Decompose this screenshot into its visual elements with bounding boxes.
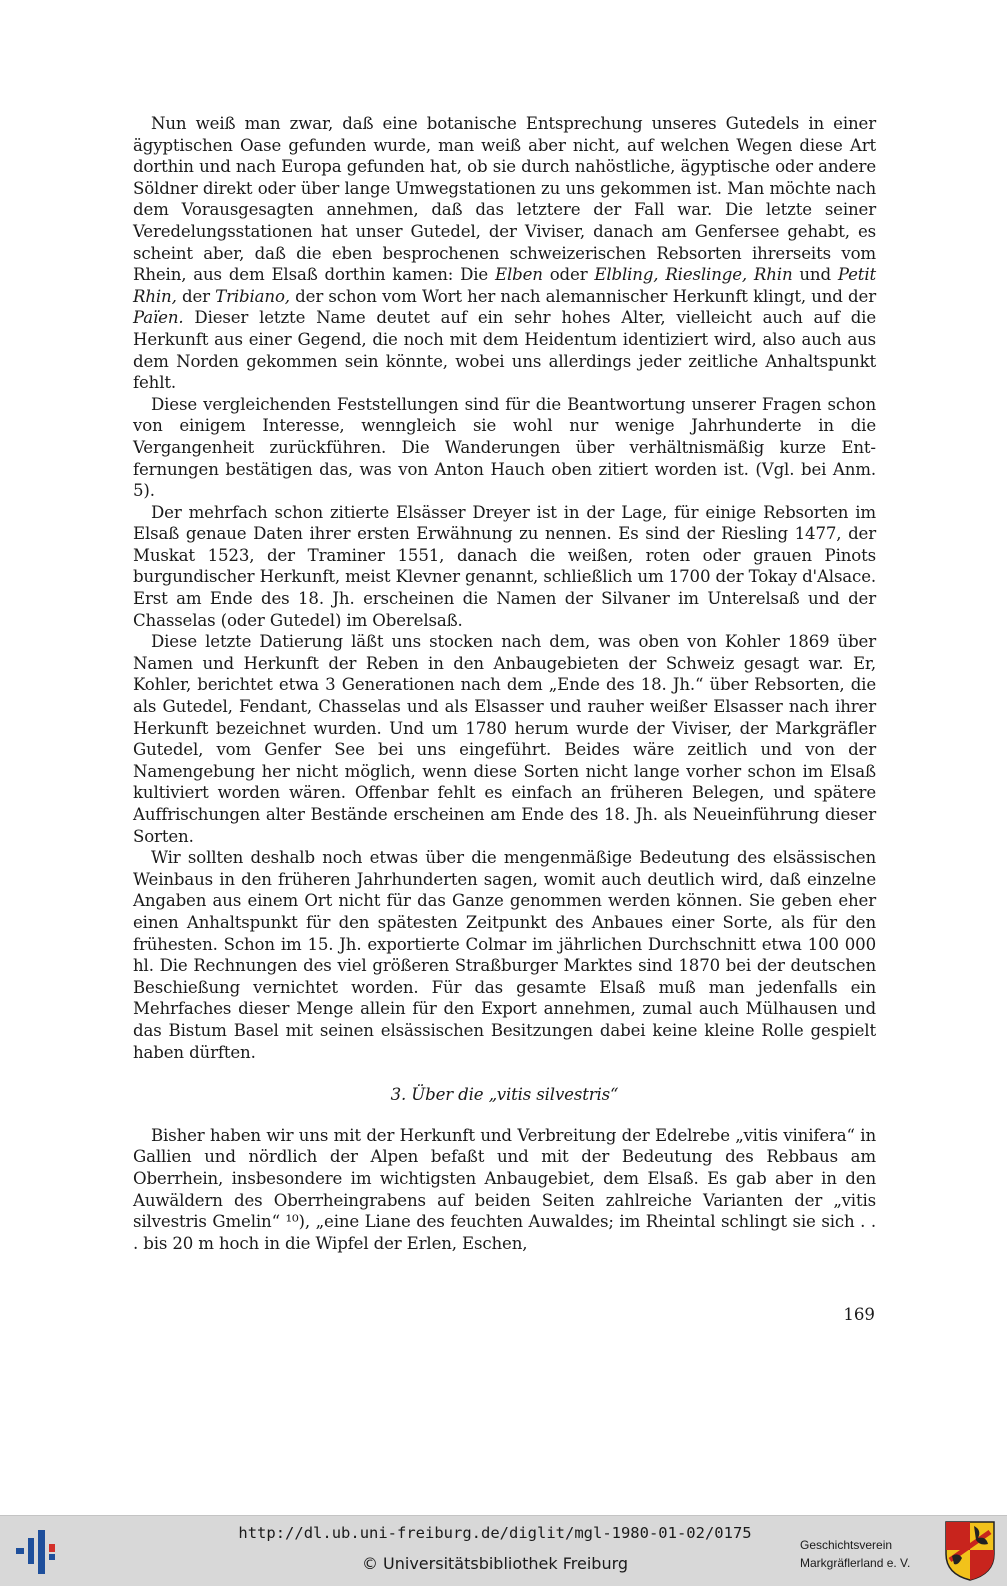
paragraph-4: Diese letzte Datierung läßt uns stocken nach dem, was oben von Kohler 1869 über Namen und Herkunft der Reben in den Anbaugebieten der Schweiz gesagt war. Er, Kohler, berichtet etwa 3 Generationen nach dem „Ende des 18. Jh.“ über Rebsorten, die als Gutedel, Fendant, Chasselas und als Elsasser und rauher weißer Elsasser nach ihrer Herkunft bezeichnet wurden. Und um 1780 herum wurde der Viviser, der Markgräfler Gutedel, vom Genfer See bei uns eingeführt. Beides wäre zeitlich und von der Namengebung her nicht möglich, wenn diese Sorten nicht lange vorher schon im Elsaß kultiviert worden wären. Offenbar fehlt es einfach an früheren Belegen, und spätere Auffrischungen alter Bestände erscheinen am Ende des 18. Jh. als Neueinführung dieser Sorten.: [133, 632, 876, 846]
organization-name: [800, 1536, 935, 1572]
organization-line-1: Geschichtsverein: [800, 1538, 893, 1552]
paragraph-6: Bisher haben wir uns mit der Herkunft und Verbreitung der Edelrebe „vitis vinifera“ in Gallien und nördlich der Alpen befaßt und mit der Bedeutung des Rebbaus am Oberrhein, insbesondere im wichtigsten Anbaugebiet, dem Elsaß. Es gab aber in den Auwäldern des Oberrheingrabens auf beiden Seiten zahlreiche Varianten der „vitis silvestris Gmelin“ ¹⁰), „eine Liane des feuchten Auwaldes; im Rheintal schlingt sie sich . . . bis 20 m hoch in die Wipfel der Erlen, Eschen,: [133, 1125, 876, 1253]
paragraph-1: Nun weiß man zwar, daß eine botanische Entsprechung unseres Gutedels in einer ägyptischen Oase gefunden wurde, man weiß aber nicht, auf welchen Wegen diese Art dorthin und nach Europa gefunden hat, ob sie durch nahöstliche, ägyptische oder andere Söldner direkt oder über lange Umwegstationen zu uns gekommen ist. Man möchte nach dem Vorausgesagten annehmen, daß das letztere der Fall war. Die letzte seiner Veredelungsstationen hat unser Gutedel, der Viviser, danach am Genfersee gehabt, es scheint aber, daß die eben besprochenen schweizerischen Rebsorten ihrerseits vom Rhein, aus dem Elsaß dorthin kamen: Die Elben oder Elbling, Rieslinge, Rhin und Petit Rhin, der Tribiano, der schon vom Wort her nach alemannischer Herkunft klingt, und der Païen. Dieser letzte Name deutet auf ein sehr hohes Alter, vielleicht auch auf die Herkunft aus einer Gegend, die noch mit dem Heidentum identiziert wird, also auch aus dem Norden gekommen sein könnte, wobei uns allerdings jeder zeitliche Anhaltspunkt fehlt.: [133, 114, 876, 393]
section-heading: 3. Über die „vitis silvestris“: [390, 1085, 619, 1105]
library-logo-icon: [10, 1524, 65, 1579]
copyright-text: © Universitätsbibliothek Freiburg: [361, 1554, 629, 1573]
paragraph-5: Wir sollten deshalb noch etwas über die mengenmäßige Bedeutung des elsässischen Weinbaus in den früheren Jahrhunderten sagen, womit auch deutlich wird, daß einzelne Angaben aus einem Ort nicht für das Ganze genommen werden können. Sie geben eher einen Anhaltspunkt für den spätesten Zeitpunkt des Anbaues einer Sorte, als für den frühesten. Schon im 15. Jh. exportierte Colmar im jährlichen Durchschnitt etwa 100 000 hl. Die Rechnungen des viel größeren Straßburger Marktes sind 1870 bei der deutschen Beschießung vernichtet worden. Für das gesamte Elsaß muß man jedenfalls ein Mehrfaches dieser Menge allein für den Export annehmen, zumal auch Mülhausen und das Bistum Basel mit seinen elsässischen Besitzungen dabei keine kleine Rolle gespielt haben dürften.: [133, 848, 876, 1062]
coat-of-arms-icon: [944, 1520, 996, 1582]
page-number: 169: [843, 1305, 875, 1324]
footer-bar: [0, 1515, 1007, 1586]
paragraph-2: Diese vergleichenden Feststellungen sind für die Beantwortung unserer Fragen schon von einigem Interesse, wenngleich sie wohl nur wenige Jahrhunderte in die Vergangenheit zurückführen. Die Wanderungen über verhältnismäßig kurze Entfernungen bestätigen das, was von Anton Hauch oben zitiert worden ist. (Vgl. bei Anm. 5).: [133, 394, 876, 501]
body-text: [133, 113, 876, 1254]
document-url-link[interactable]: http://dl.ub.uni-freiburg.de/diglit/mgl-1980-01-02/0175: [238, 1524, 752, 1542]
organization-line-2: Markgräflerland e. V.: [800, 1556, 911, 1570]
paragraph-3: Der mehrfach schon zitierte Elsässer Dreyer ist in der Lage, für einige Rebsorten im Elsaß genaue Daten ihrer ersten Erwähnung zu nennen. Es sind der Riesling 1477, der Muskat 1523, der Traminer 1551, danach die weißen, roten oder grauen Pinots burgundischer Herkunft, meist Klevner genannt, schließlich um 1700 der Tokay d'Alsace. Erst am Ende des 18. Jh. erscheinen die Namen der Silvaner im Unterelsaß und der Chasselas (oder Gutedel) im Oberelsaß.: [133, 502, 876, 630]
